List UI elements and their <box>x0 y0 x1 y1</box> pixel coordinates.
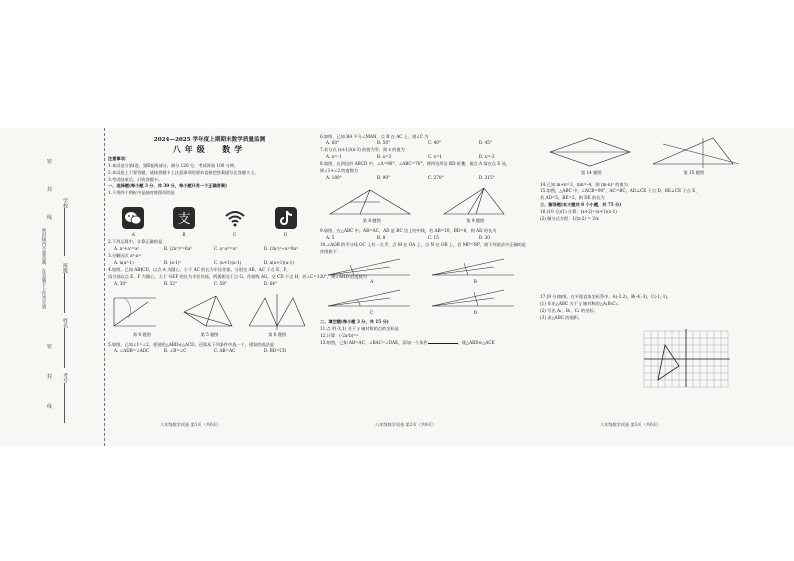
answer-space <box>540 223 745 293</box>
option-label: C <box>233 231 237 237</box>
option: B. ∠B=∠C <box>163 348 187 354</box>
question-14: 14.已知 m+n=3，mn=-4，则 (m-n)² 的值为 <box>540 181 628 187</box>
figure-caption: D <box>473 310 477 316</box>
subject-label: 数学 <box>222 144 247 155</box>
question-17-part3: (3) 求△ABC 的面积。 <box>540 315 583 321</box>
option: D. x=-3 <box>478 154 495 160</box>
option: B. 90° <box>376 174 391 180</box>
option: B. (2a²)³=6a⁶ <box>163 246 192 252</box>
figure-caption: C <box>370 310 374 316</box>
option-label: B <box>182 231 186 237</box>
figure-caption: A <box>370 279 374 285</box>
option: B. 8 <box>376 234 386 240</box>
seal-dot: 线 <box>47 404 53 410</box>
question-2-options <box>108 246 311 251</box>
option: A. 30° <box>114 280 128 286</box>
section-heading: 二、填空题(每小题 3 分，共 15 分) <box>320 318 389 324</box>
option: B. 32° <box>163 280 178 286</box>
class-field[interactable] <box>64 273 65 313</box>
option: D. a(a+1)(a-1) <box>263 259 294 265</box>
option: D. 20 <box>478 234 490 240</box>
school-field[interactable] <box>64 208 65 256</box>
icon-option-labels <box>108 232 311 237</box>
figures-q10 <box>320 255 527 317</box>
option: C. x=1 <box>427 154 443 160</box>
figure-caption: B <box>473 279 477 285</box>
question-4-options <box>108 281 311 286</box>
option: A. x=-1 <box>326 154 342 160</box>
option: C. 15 <box>427 234 439 240</box>
option: C. 40° <box>427 140 441 146</box>
wifi-icon <box>224 207 246 229</box>
option: B. 50° <box>376 140 391 146</box>
notice-item: 2.本试卷上不要答题，请按答题卡上注意事项的要求直接把答案填写在答题卡上。 <box>108 169 259 175</box>
option: D. 45° <box>478 140 493 146</box>
school-label: 学校 <box>62 198 68 208</box>
question-6-options <box>320 140 527 145</box>
figures-row-1 <box>108 292 311 340</box>
option: D. 315° <box>478 174 495 180</box>
question-9-options <box>320 235 527 240</box>
figure-q10-b <box>424 255 528 286</box>
icon-options <box>108 204 311 232</box>
option-label: A <box>131 231 135 237</box>
exam-grade-subject <box>108 144 311 155</box>
notice-heading: 注意事项： <box>108 155 129 161</box>
question-7-options <box>320 154 527 159</box>
figures-row-2 <box>320 186 527 226</box>
binding-strip <box>0 128 105 446</box>
question-7: 7.若分式 (x+1)/(x-3) 的值为零，则 x 的值为 <box>320 147 405 153</box>
question-15: 15.如图，△ABC 中，∠ACB=90°，AC=BC，AD⊥CE 于点 D，BE⊥CE 于点 E， <box>540 188 700 194</box>
option: D. (3a²)²÷a=9a³ <box>263 246 298 252</box>
question-13-text: 13.如图，已知 AB=AC，∠BAC=∠DAE，添加一个条件 <box>320 339 428 345</box>
option: A. a(a²-1) <box>114 259 134 265</box>
page-footer-1: 八年级数学试卷 第1页（共6页） <box>160 422 222 427</box>
question-13 <box>320 340 527 345</box>
question-17-part1: (1) 作出△ABC 关于 y 轴对称的△A₁B₁C₁； <box>540 301 622 307</box>
figure-q4 <box>108 292 176 340</box>
question-8: 8.如图，在四边形 ABCD 中，∠A=90°，∠ABC=70°，将四边形沿 BD 折叠，使点 A 落在点 E 处， <box>320 161 511 167</box>
option: A. 180° <box>326 174 342 180</box>
figure-q9 <box>424 186 528 226</box>
question-1: 1.下列四个图标中是轴对称图形的是 <box>108 190 175 196</box>
svg-text:支: 支 <box>177 211 191 227</box>
question-16: 16.(10 分)(1) 计算：(x+2)²-(x+1)(x-1) <box>540 209 617 215</box>
question-5: 5.如图，已知∠1=∠2，要说明△ABD≌△ACD，还需从下列条件中选一个，错误的选法是 <box>108 341 275 347</box>
question-3: 3.分解因式 a³-a= <box>108 252 142 258</box>
option: D. 64° <box>263 280 278 286</box>
triangle-abc <box>658 345 679 380</box>
name-label: 姓名 <box>62 318 68 328</box>
option: D. BD=CD <box>263 348 287 354</box>
option: C. AB=AC <box>213 348 236 354</box>
seal-dot: 封 <box>47 374 53 380</box>
tiktok-icon <box>275 207 297 229</box>
number-label: 考号 <box>62 373 68 383</box>
option: C. 270° <box>427 174 444 180</box>
question-12: 12.计算：(-2a²b)³= <box>320 332 359 338</box>
page-2-column <box>320 132 527 432</box>
option: A. a²+a³=a⁵ <box>114 246 140 252</box>
option: B. x=3 <box>376 154 392 160</box>
figure-caption: 第 9 题图 <box>466 218 485 224</box>
figure-caption: 第 4 题图 <box>132 332 151 337</box>
figure-caption: 第 15 题图 <box>683 170 705 175</box>
figure-q6 <box>243 292 311 340</box>
question-8-cont: 则∠1+∠2 的度数为 <box>320 168 359 174</box>
number-field[interactable] <box>64 383 65 423</box>
figure-caption: 第 5 题图 <box>200 332 219 337</box>
question-17: 17.(9 分)如图，在平面直角坐标系中，A(-3,2)，B(-4,-3)，C(-1,-1)， <box>540 294 672 300</box>
seal-instruction: 密封线内不要答题，在答题卡上作答无效 <box>41 228 46 309</box>
question-9: 9.如图，在△ABC 中，AB=AC，AD 是 BC 边上的中线，若 AB=10，BD=6，则 AD 的长为 <box>320 227 497 233</box>
page-3-column <box>540 132 745 432</box>
question-17-part2: (2) 写出 A₁、B₁、C₁ 的坐标； <box>540 308 598 314</box>
option: A. 60° <box>326 140 340 146</box>
grade-label: 八年级 <box>172 144 209 155</box>
figure-caption: 第 14 题图 <box>580 170 602 175</box>
figure-q15 <box>643 134 746 180</box>
option: C. (a+1)(a-1) <box>213 259 242 265</box>
question-3-options <box>108 260 311 265</box>
seal-dot: 封 <box>47 187 53 193</box>
exam-title: 2024—2025 学年度上期期末数学质量监测 <box>153 137 266 143</box>
question-8-options <box>320 175 527 180</box>
figure-q5 <box>176 292 244 340</box>
notice-item: 1.本试卷分第Ⅰ卷、第Ⅱ卷两部分，满分 120 分，考试时间 100 分钟。 <box>108 162 239 168</box>
figure-q10-c <box>320 286 424 317</box>
option: C. a²·a³=a⁶ <box>213 246 237 252</box>
class-label: 班级 <box>62 263 68 273</box>
question-2: 2.下列运算中，计算正确的是 <box>108 239 163 245</box>
question-15-cont: 若 AD=5，BE=2，则 DE 的长为 <box>540 195 605 201</box>
option: A. 5 <box>326 234 335 240</box>
question-6: 6.如图，已知 BA 平分∠MAN，点 B 在 AC 上，则∠C 为 <box>320 133 429 139</box>
page-footer-2: 八年级数学试卷 第2页（共6页） <box>375 422 437 427</box>
wechat-icon <box>122 207 144 229</box>
option: A. ∠ADB=∠ADC <box>114 348 150 354</box>
question-4-cont: 再分别以点 E、F 为圆心，大于 ½EF 的长为半径作弧，两弧相交于点 G，作射线 AG，交 CD 于点 H，若∠C=120°，则∠AHD 的度数为 <box>108 273 367 279</box>
question-5-options <box>108 348 311 353</box>
coordinate-grid <box>640 327 745 389</box>
figures-row-3 <box>540 134 745 180</box>
seal-dot: 密 <box>47 159 53 165</box>
question-13-cont: ，使△ABD≌△ACE <box>457 339 495 345</box>
option: B. (a-1)² <box>163 259 182 265</box>
question-11: 11.点 P(-3,1) 关于 y 轴对称的点的坐标是 <box>320 325 399 331</box>
question-10-cont: 作图如下： <box>320 248 341 254</box>
seal-dot: 密 <box>47 344 53 350</box>
figure-caption: 第 6 题图 <box>268 332 287 337</box>
option: C. 58° <box>213 280 227 286</box>
section-heading: 一、选择题(每小题 3 分，共 30 分，每小题只有一个正确答案) <box>108 183 228 189</box>
name-field[interactable] <box>64 328 65 368</box>
figure-q10-a <box>320 255 424 286</box>
figure-q10-d <box>424 286 528 317</box>
notice-item: 3.考试结束后，只收答题卡。 <box>108 176 163 182</box>
question-16-part2: (2) 解分式方程：1/(x-2) = 3/x <box>540 216 599 222</box>
question-10: 10.∠AOB 的平分线 OC 上有一点 P，点 M 在 OA 上，点 N 在 OB 上，若 MP=NP，则下列说法中正确的是 <box>320 241 526 247</box>
page-footer-3: 八年级数学试卷 第3页（共6页） <box>600 422 662 427</box>
alipay-icon <box>173 207 195 229</box>
figure-caption: 第 8 题图 <box>362 218 381 224</box>
answer-blank[interactable] <box>428 343 458 344</box>
question-4: 4.如图，已知 AB∥CD，以点 A 为圆心，小于 AC 的长为半径作弧，分别交 AB、AC 于点 E、F， <box>108 266 291 272</box>
seal-dot: 线 <box>47 215 53 221</box>
figure-q14 <box>540 134 643 180</box>
option-label: D <box>283 231 288 237</box>
figure-q8 <box>320 186 424 226</box>
section-heading: 三、解答题(本大题共 8 个小题，共 75 分) <box>540 202 622 208</box>
